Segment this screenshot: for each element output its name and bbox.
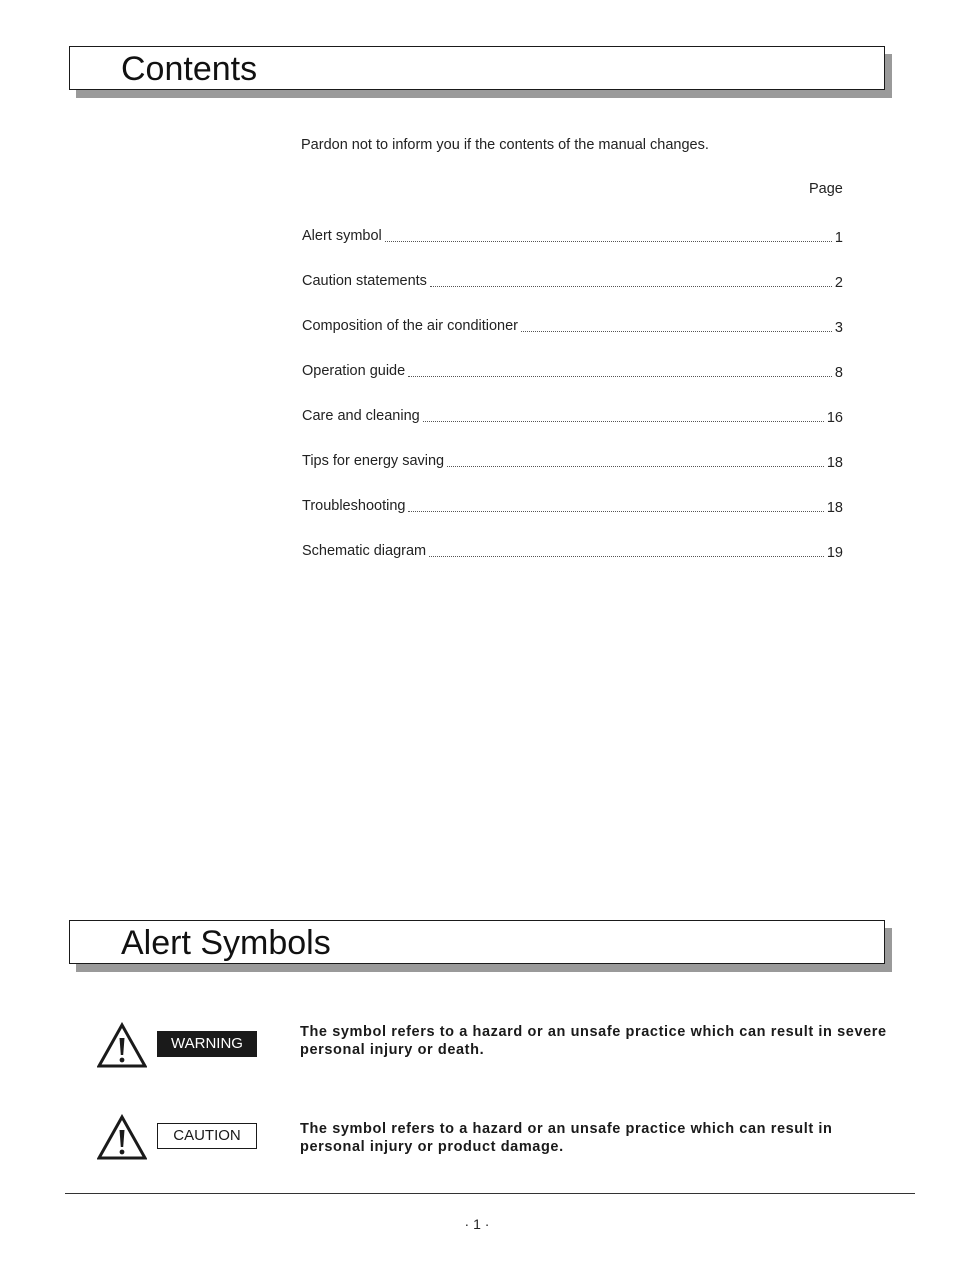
toc-entry-page: 2 [834,275,843,291]
contents-title: Contents [121,50,258,88]
toc-entry-label: Troubleshooting [302,498,406,514]
alert-caution-row [97,1114,887,1170]
caution-triangle-icon [97,1114,147,1160]
toc-entry-page: 18 [826,455,843,471]
toc-leader-dots [423,420,824,422]
caution-badge: CAUTION [157,1123,257,1149]
toc-entry-energy-saving[interactable] [302,450,843,470]
toc-entry-label: Tips for energy saving [302,453,445,469]
toc-entry-label: Operation guide [302,363,406,379]
toc-entry-label: Composition of the air conditioner [302,318,519,334]
warning-description: The symbol refers to a hazard or an unsafe practice which can result in severe personal injury or death. [300,1024,887,1058]
toc-entry-care-and-cleaning[interactable] [302,405,843,425]
toc-entry-page: 19 [826,545,843,561]
toc-leader-dots [385,240,832,242]
alert-warning-row [97,1022,887,1078]
toc-leader-dots [430,285,832,287]
toc-entry-label: Alert symbol [302,228,382,244]
page-column-label: Page [809,181,843,197]
toc-leader-dots [429,555,824,557]
page-number: · 1 · [464,1216,490,1232]
contents-heading-box [69,46,885,90]
warning-triangle-icon [97,1022,147,1068]
toc-entry-operation-guide[interactable] [302,360,843,380]
toc-entry-label: Caution statements [302,273,427,289]
toc-entry-composition[interactable] [302,315,843,335]
toc-entry-label: Care and cleaning [302,408,420,424]
toc-leader-dots [408,510,823,512]
toc-leader-dots [408,375,832,377]
toc-entry-page: 18 [826,500,843,516]
toc-entry-alert-symbol[interactable] [302,225,843,245]
toc-leader-dots [447,465,824,467]
toc-entry-page: 8 [834,365,843,381]
toc-entry-troubleshooting[interactable] [302,495,843,515]
warning-badge: WARNING [157,1031,257,1057]
toc-entry-schematic-diagram[interactable] [302,540,843,560]
alert-symbols-heading-box [69,920,885,964]
toc-entry-page: 3 [834,320,843,336]
toc-entry-page: 16 [826,410,843,426]
footer-divider [65,1193,915,1194]
toc-entry-page: 1 [834,230,843,246]
caution-description: The symbol refers to a hazard or an unsafe practice which can result in personal injury or product damage. [300,1121,833,1155]
toc-leader-dots [521,330,832,332]
toc-entry-caution-statements[interactable] [302,270,843,290]
contents-notice: Pardon not to inform you if the contents of the manual changes. [301,137,709,153]
toc-entry-label: Schematic diagram [302,543,427,559]
alert-symbols-title: Alert Symbols [121,924,331,962]
